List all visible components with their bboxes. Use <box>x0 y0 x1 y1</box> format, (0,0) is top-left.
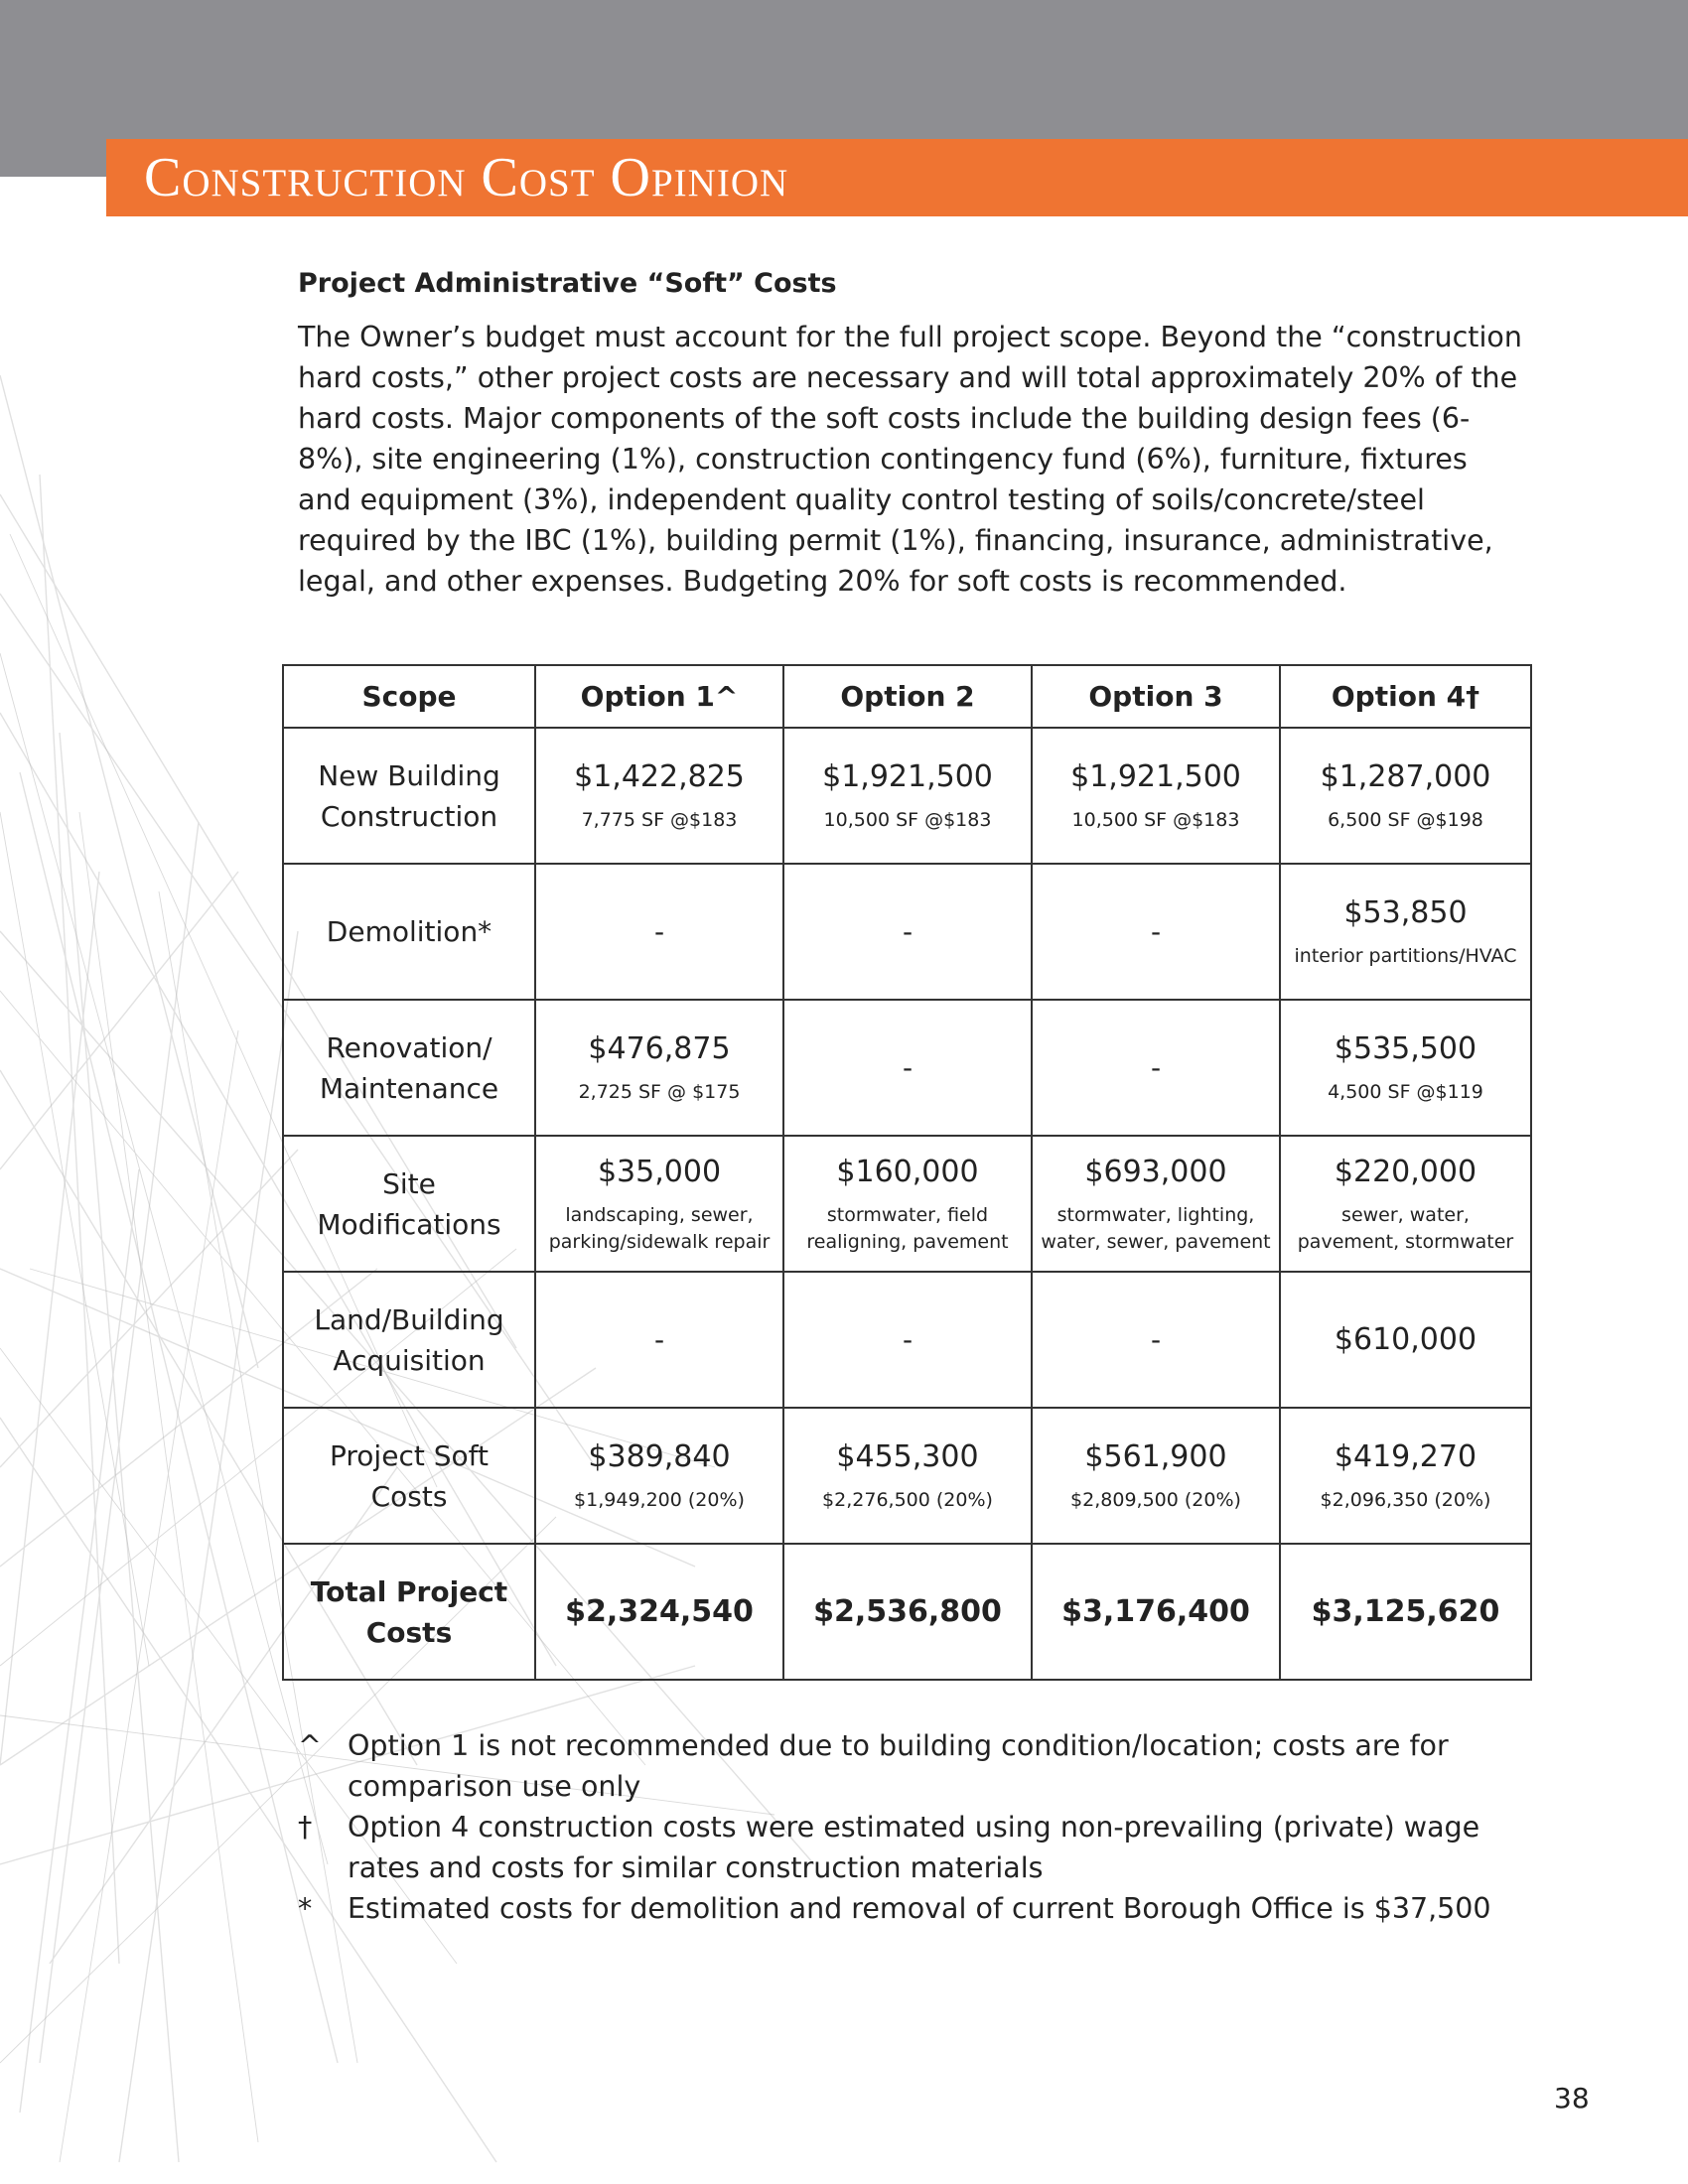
cost-note: $2,276,500 (20%) <box>822 1489 993 1511</box>
cost-amount: $455,300 <box>836 1439 979 1474</box>
cost-amount: $419,270 <box>1334 1439 1477 1474</box>
cost-cell <box>1280 864 1531 1000</box>
table-row <box>283 1000 1531 1136</box>
cost-note <box>1033 1202 1279 1256</box>
note-line: sewer, water, <box>1341 1203 1470 1226</box>
cost-amount: $220,000 <box>1334 1154 1477 1189</box>
scope-line: Site <box>382 1166 436 1200</box>
total-amount: $2,324,540 <box>565 1593 754 1629</box>
scope-line: Demolition* <box>326 915 492 948</box>
cost-note: interior partitions/HVAC <box>1294 945 1517 967</box>
header-option-1: Option 1^ <box>535 665 783 728</box>
cost-note: 2,725 SF @ $175 <box>578 1081 741 1103</box>
cost-note: 10,500 SF @$183 <box>1071 809 1240 831</box>
table-row <box>283 1136 1531 1272</box>
total-amount: $2,536,800 <box>813 1593 1002 1629</box>
cost-amount: $561,900 <box>1084 1439 1227 1474</box>
title-bar <box>106 139 1688 216</box>
header-option-2: Option 2 <box>783 665 1032 728</box>
cost-amount: - <box>1150 915 1162 948</box>
cost-note: $1,949,200 (20%) <box>574 1489 745 1511</box>
cost-cell <box>535 1136 783 1272</box>
cost-cell <box>535 728 783 864</box>
cost-amount: $1,287,000 <box>1320 759 1491 794</box>
cost-note <box>784 1202 1031 1256</box>
cost-amount: - <box>1150 1323 1162 1356</box>
cost-cell <box>783 1000 1032 1136</box>
note-line: realigning, pavement <box>806 1230 1009 1253</box>
cost-amount: $53,850 <box>1343 895 1468 930</box>
cost-cell <box>535 864 783 1000</box>
page-number: 38 <box>1554 2082 1590 2115</box>
table-row <box>283 728 1531 864</box>
total-cell <box>535 1544 783 1680</box>
table-row <box>283 1408 1531 1544</box>
note-line: stormwater, lighting, <box>1056 1203 1255 1226</box>
scope-line: Maintenance <box>319 1071 499 1105</box>
cost-note <box>1281 1202 1530 1256</box>
cost-amount: - <box>653 1323 665 1356</box>
note-line: water, sewer, pavement <box>1041 1230 1271 1253</box>
total-scope-cell <box>283 1544 535 1680</box>
cost-note: 10,500 SF @$183 <box>823 809 992 831</box>
cost-cell <box>1280 1272 1531 1408</box>
footnote-mark: ^ <box>298 1729 322 1762</box>
footnote-text: Option 4 construction costs were estimated using non-prevailing (private) wage rates and costs for similar construction materials <box>348 1811 1480 1884</box>
scope-line: Project Soft <box>330 1438 489 1472</box>
cost-amount: $389,840 <box>588 1439 731 1474</box>
cost-cell <box>783 1408 1032 1544</box>
cost-amount: - <box>902 915 914 948</box>
cost-cell <box>783 728 1032 864</box>
scope-line: Land/Building <box>314 1302 504 1336</box>
section-heading: Project Administrative “Soft” Costs <box>298 268 837 299</box>
footnote-mark: † <box>298 1811 313 1843</box>
cost-amount: $1,921,500 <box>1070 759 1241 794</box>
intro-paragraph: The Owner’s budget must account for the full project scope. Beyond the “construction hard costs,” other project costs are necessary and will total approximately 20% of the hard costs. Major components of the soft costs include the building design fees (6-8%), site engineering (1%), construction contingency fund (6%), furniture, fixtures and equipment (3%), independent quality control testing of soils/concrete/steel required by the IBC (1%), building permit (1%), financing, insurance, administrative, legal, and other expenses. Budgeting 20% for soft costs is recommended. <box>298 321 1522 598</box>
cost-cell <box>1032 728 1280 864</box>
footnote <box>298 1807 1529 1888</box>
cost-amount: - <box>1150 1051 1162 1084</box>
footnote <box>298 1725 1529 1807</box>
cost-cell <box>783 1272 1032 1408</box>
cost-cell <box>783 864 1032 1000</box>
note-line: parking/sidewalk repair <box>548 1230 771 1253</box>
total-row <box>283 1544 1531 1680</box>
cost-cell <box>783 1136 1032 1272</box>
cost-cell <box>535 1408 783 1544</box>
cost-note: $2,096,350 (20%) <box>1320 1489 1491 1511</box>
page-title: Construction Cost Opinion <box>144 147 789 208</box>
scope-cell <box>283 1136 535 1272</box>
cost-amount: $535,500 <box>1334 1031 1477 1066</box>
cost-cell <box>1280 1408 1531 1544</box>
cost-cell <box>1280 1000 1531 1136</box>
cost-cell <box>1280 1136 1531 1272</box>
cost-cell <box>535 1272 783 1408</box>
cost-cell <box>1032 1000 1280 1136</box>
cost-note: 6,500 SF @$198 <box>1328 809 1483 831</box>
total-amount: $3,125,620 <box>1311 1593 1500 1629</box>
scope-line: Costs <box>365 1615 453 1649</box>
header-option-4: Option 4† <box>1280 665 1531 728</box>
footnote-text: Option 1 is not recommended due to building condition/location; costs are for comparison use only <box>348 1729 1449 1803</box>
scope-cell <box>283 728 535 864</box>
scope-cell <box>283 1000 535 1136</box>
total-cell <box>1032 1544 1280 1680</box>
cost-amount: $35,000 <box>597 1154 722 1189</box>
cost-amount: - <box>902 1051 914 1084</box>
table-header-row <box>283 665 1531 728</box>
cost-amount: $610,000 <box>1334 1321 1477 1357</box>
header-scope: Scope <box>283 665 535 728</box>
cost-cell <box>1032 1408 1280 1544</box>
scope-cell <box>283 1408 535 1544</box>
footnote-mark: * <box>298 1892 313 1925</box>
cost-amount: $476,875 <box>588 1031 731 1066</box>
header-option-3: Option 3 <box>1032 665 1280 728</box>
scope-line: Construction <box>320 799 498 833</box>
scope-line: Costs <box>370 1479 448 1513</box>
cost-cell <box>1280 728 1531 864</box>
cost-amount: $1,422,825 <box>574 759 745 794</box>
table-row <box>283 864 1531 1000</box>
table-row <box>283 1272 1531 1408</box>
footnotes <box>298 1725 1529 1929</box>
cost-amount: $693,000 <box>1084 1154 1227 1189</box>
scope-line: New Building <box>318 758 500 792</box>
cost-cell <box>1032 864 1280 1000</box>
footnote <box>298 1888 1529 1929</box>
cost-amount: - <box>902 1323 914 1356</box>
scope-line: Modifications <box>317 1207 501 1241</box>
cost-note: 4,500 SF @$119 <box>1328 1081 1483 1103</box>
scope-cell <box>283 864 535 1000</box>
cost-amount: $1,921,500 <box>822 759 993 794</box>
cost-cell <box>1032 1272 1280 1408</box>
note-line: landscaping, sewer, <box>565 1203 754 1226</box>
scope-line: Renovation/ <box>326 1030 492 1064</box>
cost-amount: - <box>653 915 665 948</box>
soft-costs-section <box>298 268 1529 602</box>
cost-amount: $160,000 <box>836 1154 979 1189</box>
total-amount: $3,176,400 <box>1061 1593 1250 1629</box>
scope-cell <box>283 1272 535 1408</box>
note-line: stormwater, field <box>826 1203 989 1226</box>
total-cell <box>783 1544 1032 1680</box>
scope-line: Total Project <box>310 1574 508 1608</box>
cost-comparison-table <box>282 664 1532 1681</box>
footnote-text: Estimated costs for demolition and removal of current Borough Office is $37,500 <box>348 1892 1491 1925</box>
total-cell <box>1280 1544 1531 1680</box>
cost-note <box>536 1202 782 1256</box>
cost-cell <box>535 1000 783 1136</box>
cost-cell <box>1032 1136 1280 1272</box>
note-line: pavement, stormwater <box>1297 1230 1514 1253</box>
cost-note: 7,775 SF @$183 <box>581 809 738 831</box>
scope-line: Acquisition <box>333 1343 486 1377</box>
cost-note: $2,809,500 (20%) <box>1070 1489 1241 1511</box>
